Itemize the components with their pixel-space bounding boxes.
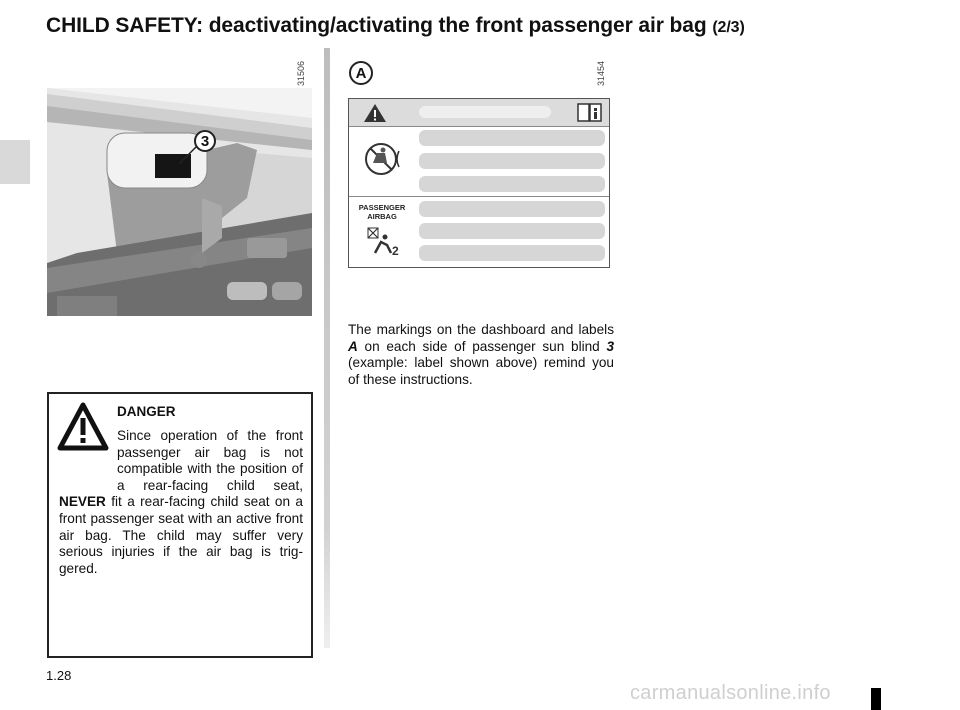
label-text-bar-5 [419, 223, 605, 239]
label-header-bar [419, 106, 551, 118]
figure-ref-right: 31454 [596, 60, 606, 86]
danger-title: DANGER [117, 404, 176, 419]
label-separator [349, 126, 609, 127]
danger-box [47, 392, 313, 658]
label-a-marker: A [349, 61, 373, 85]
passenger-airbag-text [351, 203, 413, 221]
airbag-warning-label [348, 98, 610, 268]
label-text-bar-6 [419, 245, 605, 261]
car-interior-illustration [47, 88, 312, 316]
label-text-bar-3 [419, 176, 605, 192]
page-title [46, 14, 745, 38]
sun-blind-photo [47, 88, 312, 316]
label-text-bar-1 [419, 130, 605, 146]
warning-triangle-icon [363, 103, 387, 123]
title-part: (2/3) [712, 19, 745, 36]
label-text-bar-4 [419, 201, 605, 217]
label-text-bar-2 [419, 153, 605, 169]
manual-book-icon [577, 102, 603, 123]
airbag-off-icon [367, 227, 401, 257]
passenger-line-1: PASSENGER [358, 203, 406, 212]
page-number: 1.28 [46, 668, 72, 683]
instruction-paragraph: The markings on the dashboard and labels A on each side of passenger sun blind 3 (example: label shown above) remind you of these instructions. [348, 322, 614, 387]
corner-mark [871, 688, 881, 710]
callout-3: 3 [194, 130, 216, 152]
label-separator-2 [349, 196, 609, 197]
svg-text:2: 2 [392, 244, 399, 257]
no-rear-facing-seat-icon [363, 139, 403, 179]
passenger-line-2: AIRBAG [367, 212, 397, 221]
watermark: carmanualsonline.info [630, 682, 831, 704]
danger-text: Since operation of the front passenger air bag is not compatible with the position of a rear-facing child seat, NEVER fit a rear-facing child seat on a front passenger seat with an active front air bag. The child may suffer very serious injuries if the air bag is trig- gered. [59, 428, 303, 576]
column-divider [324, 48, 330, 648]
figure-ref-left: 31506 [296, 60, 306, 86]
title-text: CHILD SAFETY: deactivating/activating the front passenger air bag [46, 14, 707, 37]
chapter-tab [0, 140, 30, 184]
